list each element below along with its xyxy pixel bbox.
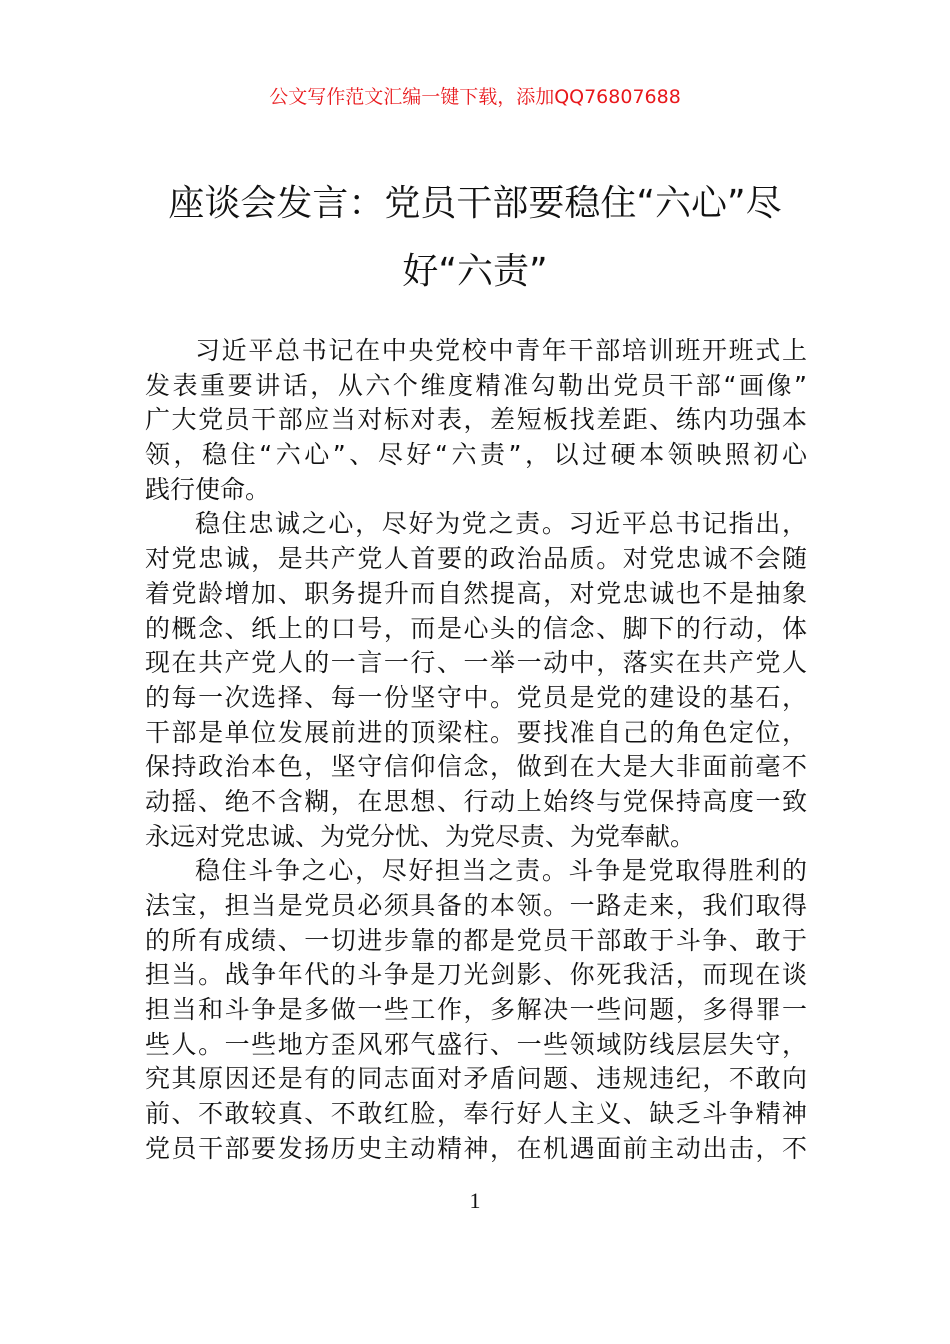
text-line: 践行使命。: [145, 474, 271, 504]
text-line: 稳住忠诚之心，尽好为党之责。习近平总书记指出，: [195, 509, 807, 539]
text-line: 担当和斗争是多做一些工作，多解决一些问题，多得罪一: [145, 995, 807, 1025]
text-line: 永远对党忠诚、为党分忧、为党尽责、为党奉献。: [145, 821, 696, 851]
text-line: 着党龄增加、职务提升而自然提高，对党忠诚也不是抽象: [145, 578, 807, 608]
text-line: 动摇、绝不含糊，在思想、行动上始终与党保持高度一致: [145, 786, 807, 816]
page-number: 1: [469, 1188, 481, 1213]
text-line: 习近平总书记在中央党校中青年干部培训班开班式上: [195, 336, 807, 365]
title-line: 座谈会发言：党员干部要稳住“六心”尽: [168, 183, 782, 224]
text-line: 干部是单位发展前进的顶梁柱。要找准自己的角色定位，: [145, 717, 807, 747]
text-line: 法宝，担当是党员必须具备的本领。一路走来，我们取得: [145, 891, 807, 920]
text-line: 发表重要讲话，从六个维度精准勾勒出党员干部“画像”: [145, 370, 807, 400]
document-title: [140, 170, 810, 306]
text-line: 前、不敢较真、不敢红脸，奉行好人主义、缺乏斗争精神: [145, 1099, 807, 1129]
title-line: 好“六责”: [402, 251, 548, 292]
promo-header: 公文写作范文汇编一键下载，添加QQ76807688: [269, 86, 681, 108]
text-line: 的概念、纸上的口号，而是心头的信念、脚下的行动，体: [145, 613, 807, 643]
text-line: 担当。战争年代的斗争是刀光剑影、你死我活，而现在谈: [145, 960, 807, 990]
text-line: 些人。一些地方歪风邪气盛行、一些领域防线层层失守，: [145, 1029, 807, 1059]
text-line: 的每一次选择、每一份坚守中。党员是党的建设的基石，: [145, 682, 807, 712]
text-line: 稳住斗争之心，尽好担当之责。斗争是党取得胜利的: [195, 856, 807, 886]
text-line: 党员干部要发扬历史主动精神，在机遇面前主动出击，不: [145, 1133, 807, 1163]
paragraph: [145, 507, 807, 854]
text-line: 对党忠诚，是共产党人首要的政治品质。对党忠诚不会随: [145, 544, 807, 574]
paragraph: [145, 854, 807, 1166]
paragraph: [145, 334, 807, 507]
document-body: [145, 334, 807, 1167]
text-line: 领，稳住“六心”、尽好“六责”，以过硬本领映照初心: [145, 440, 807, 470]
text-line: 现在共产党人的一言一行、一举一动中，落实在共产党人: [145, 648, 807, 678]
text-line: 广大党员干部应当对标对表，差短板找差距、练内功强本: [145, 405, 807, 435]
text-line: 的所有成绩、一切进步靠的都是党员干部敢于斗争、敢于: [145, 925, 807, 955]
text-line: 保持政治本色，坚守信仰信念，做到在大是大非面前毫不: [145, 752, 807, 782]
text-line: 究其原因还是有的同志面对矛盾问题、违规违纪，不敢向: [145, 1064, 807, 1094]
